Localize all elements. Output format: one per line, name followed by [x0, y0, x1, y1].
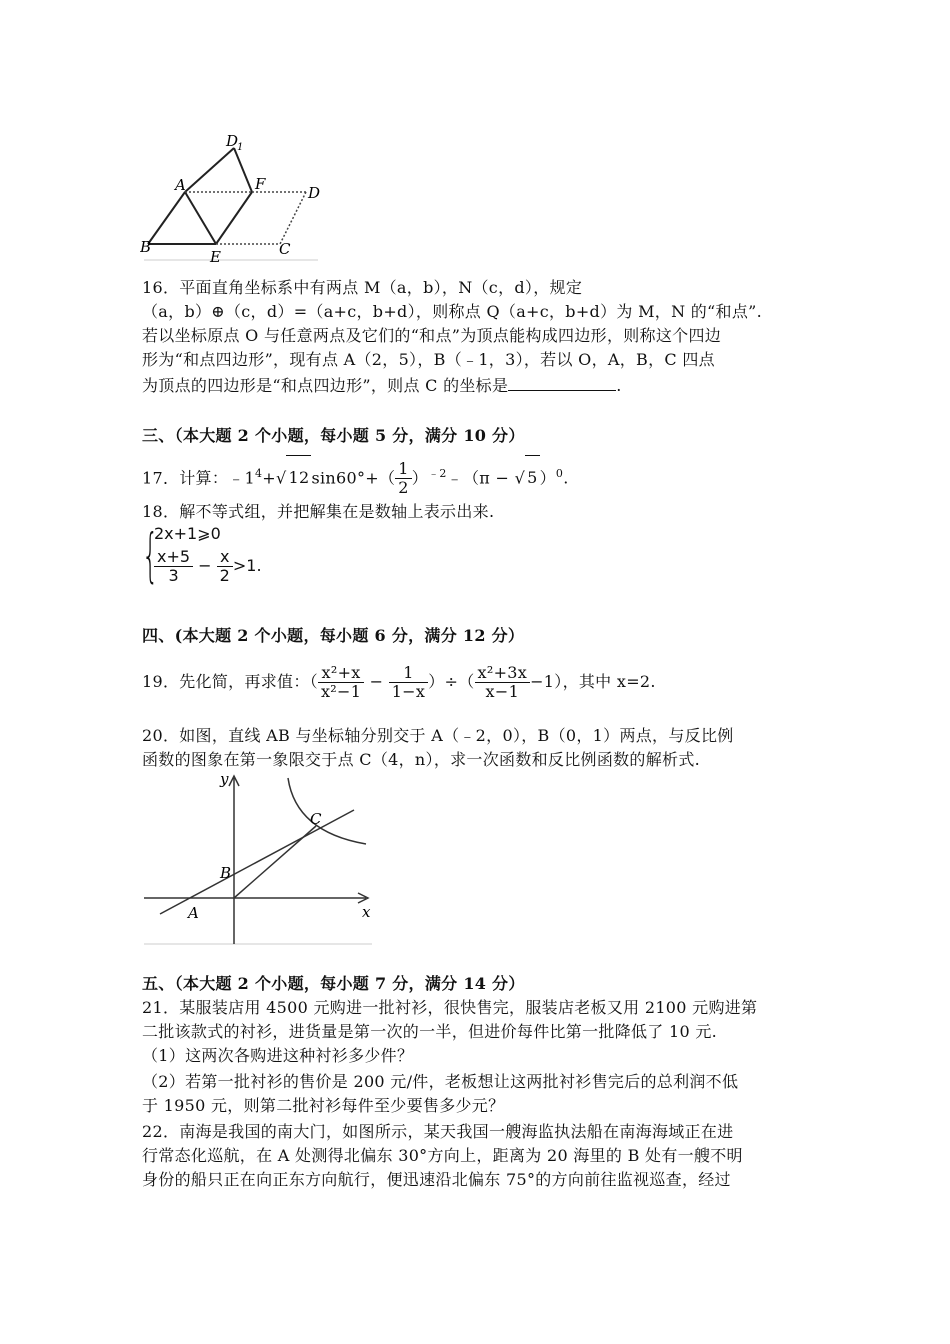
section-4-heading: 四、(本大题 2 个小题，每小题 6 分，满分 12 分）: [142, 626, 525, 645]
q17-sqrt5: 5: [525, 455, 539, 500]
segment-AB: [148, 192, 185, 244]
q16-line1: 16．平面直角坐标系中有两点 M（a，b），N（c，d），规定: [142, 278, 583, 297]
segment-OC: [234, 826, 316, 898]
q19-frac3: [475, 664, 531, 701]
q21-line4: （2）若第一批衬衫的售价是 200 元/件，老板想让这两批衬衫售完后的总利润不低: [142, 1072, 739, 1091]
segment-FE: [216, 192, 252, 244]
q18-frac1: [154, 548, 193, 585]
q19-d3: x−1: [485, 682, 520, 701]
q17: [142, 452, 569, 496]
q18-inequality-system: [142, 522, 262, 594]
q18-minus: −: [198, 556, 212, 575]
q17-pi: π: [479, 468, 491, 488]
q17-den: 2: [398, 478, 409, 498]
sqrt-symbol-2: √: [514, 468, 526, 488]
section-5-heading: 五、（本大题 2 个小题，每小题 7 分，满分 14 分）: [142, 974, 525, 993]
q17-sqrt12: 12: [286, 455, 311, 500]
q17-minus: ﹣（: [446, 468, 480, 488]
q18-frac2: [217, 548, 233, 585]
label-F: F: [255, 175, 266, 193]
q16-line2: （a，b）⊕（c，d）=（a+c，b+d），则称点 Q（a+c，b+d）为 M，N 的“和点”.: [142, 302, 762, 321]
q18-ineq2: [154, 548, 262, 585]
q19-prefix: 19．先化简，再求值：（: [142, 672, 318, 691]
q17-num: 1: [395, 460, 411, 479]
label-D1: D: [226, 132, 239, 150]
q21-line2: 二批该款式的衬衫，进货量是第一次的一半，但进价每件比第一批降低了 10 元.: [142, 1022, 718, 1041]
q18-num1: x+5: [154, 548, 193, 567]
q18-den2: 2: [219, 566, 230, 585]
brace-symbol: {: [142, 521, 159, 589]
q22-line2: 行常态化巡航，在 A 处测得北偏东 30°方向上，距离为 20 海里的 B 处有一艘不明: [142, 1146, 743, 1165]
label-A: A: [175, 176, 186, 194]
q16-line5: [142, 372, 622, 398]
figure-q15: [140, 132, 330, 268]
q19-frac1: [318, 664, 364, 701]
q18-end: .: [256, 556, 262, 575]
q19-n2: 1: [389, 664, 429, 683]
label-x: x: [362, 903, 371, 921]
q19-d2: 1−x: [391, 682, 426, 701]
q22-line1: 22．南海是我国的南大门，如图所示，某天我国一艘海监执法船在南海海域正在进: [142, 1122, 734, 1141]
q19-d1: x²−1: [320, 682, 362, 701]
q17-plus: +: [262, 468, 276, 488]
q16-line4: 形为“和点四边形”，现有点 A（2，5），B（﹣1，3），若以 O，A，B，C 四点: [142, 350, 715, 369]
q18-gt1: >1: [232, 556, 257, 575]
q17-close1: ）: [411, 468, 429, 488]
q17-fraction: [395, 460, 411, 497]
q17-close: ）: [539, 468, 556, 488]
q19-suffix: ，其中 x=2.: [562, 672, 656, 691]
rhombus-figure: [140, 132, 330, 268]
q17-pow0: 0: [555, 467, 564, 480]
q18-num2: x: [217, 548, 233, 567]
sqrt-symbol: √: [275, 468, 287, 488]
q19-minus: −: [369, 672, 384, 691]
q19-n1: x²+x: [318, 664, 364, 683]
label-A: A: [188, 904, 199, 922]
q19-n3: x²+3x: [475, 664, 531, 683]
q22-line3: 身份的船只正在向正东方向航行，便迅速沿北偏东 75°的方向前往监视巡查，经过: [142, 1170, 731, 1189]
q20-line2: 函数的图象在第一象限交于点 C（4，n），求一次函数和反比例函数的解析式.: [142, 750, 700, 769]
segment-AE: [185, 192, 216, 244]
label-C: C: [310, 810, 322, 828]
q17-prefix: 17．计算：﹣1: [142, 468, 255, 488]
q18-den1: 3: [168, 566, 179, 585]
q19-frac2: [389, 664, 429, 701]
q19: [142, 654, 656, 710]
segment-D1F: [234, 148, 252, 192]
label-B: B: [220, 864, 232, 882]
label-D1-sub: 1: [237, 142, 244, 153]
answer-blank: [508, 372, 616, 391]
label-C: C: [279, 240, 291, 258]
q17-pi-minus: −: [495, 468, 510, 488]
q17-exp4: 4: [254, 467, 263, 480]
label-D: D: [308, 184, 321, 202]
q21-line1: 21．某服装店用 4500 元购进一批衬衫，很快售完，服装店老板又用 2100 元购进第: [142, 998, 758, 1017]
q21-line3: （1）这两次各购进这种衬衫多少件？: [142, 1046, 414, 1065]
q19-minus1: −1）: [530, 672, 563, 691]
label-y: y: [220, 772, 229, 788]
coordinate-graph: [140, 772, 374, 948]
q17-pow: ﹣2: [428, 467, 447, 480]
q18-ineq1: 2x+1⩾0: [154, 524, 221, 543]
q16-line5-end: .: [616, 376, 622, 395]
q18-text: 18．解不等式组，并把解集在是数轴上表示出来.: [142, 502, 495, 521]
section-3-heading: 三、（本大题 2 个小题，每小题 5 分，满分 10 分）: [142, 426, 525, 445]
q16-line3: 若以坐标原点 O 与任意两点及它们的“和点”为顶点能构成四边形，则称这个四边: [142, 326, 722, 345]
segment-AD1: [185, 148, 234, 192]
q21-line5: 于 1950 元，则第二批衬衫每件至少要售多少元？: [142, 1096, 505, 1115]
q17-sin: sin60°+（: [311, 468, 396, 488]
segment-DC: [280, 192, 306, 244]
q20-line1: 20．如图，直线 AB 与坐标轴分别交于 A（﹣2，0），B（0，1）两点，与反比例: [142, 726, 734, 745]
label-E: E: [210, 248, 221, 266]
q19-div: ）÷（: [428, 672, 475, 691]
q17-end: .: [563, 468, 569, 488]
hyperbola-curve: [288, 778, 366, 844]
figure-q20: [140, 772, 374, 948]
label-B: B: [140, 238, 152, 256]
q16-line5-text: 为顶点的四边形是“和点四边形”，则点 C 的坐标是: [142, 376, 509, 395]
